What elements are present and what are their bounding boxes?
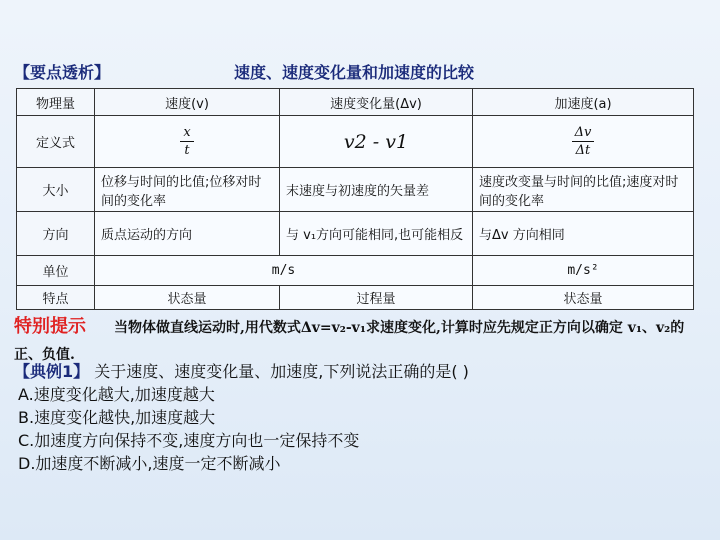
section-tag: 【要点透析】 bbox=[14, 63, 111, 82]
table-row-unit bbox=[17, 256, 694, 286]
cell-velocity-magnitude: 位移与时间的比值;位移对时间的变化率 bbox=[95, 168, 280, 212]
cell-velocity-direction: 质点运动的方向 bbox=[95, 212, 280, 256]
fraction-denominator: Δt bbox=[575, 143, 591, 158]
cell-change-feature: 过程量 bbox=[280, 286, 473, 310]
fraction-numerator: Δv bbox=[572, 124, 595, 142]
cell-velocity-feature: 状态量 bbox=[95, 286, 280, 310]
row-label-feature: 特点 bbox=[17, 286, 95, 310]
cell-change-magnitude: 末速度与初速度的矢量差 bbox=[280, 168, 473, 212]
table-row-feature bbox=[17, 286, 694, 310]
cell-acceleration-direction: 与Δv 方向相同 bbox=[473, 212, 694, 256]
cell-change-formula bbox=[280, 116, 473, 168]
acceleration-fraction bbox=[572, 124, 595, 159]
fraction-denominator: t bbox=[184, 143, 190, 158]
row-label-direction: 方向 bbox=[17, 212, 95, 256]
table-header-row bbox=[17, 89, 694, 116]
header bbox=[14, 58, 714, 86]
example-question bbox=[14, 360, 704, 475]
tip-text: 当物体做直线运动时,用代数式Δv=v₂-v₁求速度变化,计算时应先规定正方向以确定 v₁、v₂的正、负值. bbox=[14, 320, 685, 363]
tip-label: 特别提示 bbox=[14, 316, 86, 337]
cell-acceleration-unit: m/s² bbox=[473, 256, 694, 286]
cell-velocity-unit: m/s bbox=[95, 256, 473, 286]
option-b[interactable]: B.速度变化越快,加速度越大 bbox=[18, 408, 216, 427]
cell-acceleration-feature: 状态量 bbox=[473, 286, 694, 310]
row-label-definition: 定义式 bbox=[17, 116, 95, 168]
row-label-magnitude: 大小 bbox=[17, 168, 95, 212]
option-c[interactable]: C.加速度方向保持不变,速度方向也一定保持不变 bbox=[18, 431, 360, 450]
fraction-numerator: x bbox=[180, 124, 193, 142]
cell-change-direction: 与 v₁方向可能相同,也可能相反 bbox=[280, 212, 473, 256]
header-acceleration: 加速度(a) bbox=[473, 89, 694, 116]
velocity-change-formula: v2 - v1 bbox=[343, 130, 409, 153]
header-velocity-change: 速度变化量(Δv) bbox=[280, 89, 473, 116]
table-row-definition bbox=[17, 116, 694, 168]
header-quantity: 物理量 bbox=[17, 89, 95, 116]
cell-velocity-formula bbox=[95, 116, 280, 168]
option-d[interactable]: D.加速度不断减小,速度一定不断减小 bbox=[18, 454, 281, 473]
table-row-magnitude bbox=[17, 168, 694, 212]
cell-acceleration-magnitude: 速度改变量与时间的比值;速度对时间的变化率 bbox=[473, 168, 694, 212]
row-label-unit: 单位 bbox=[17, 256, 95, 286]
question-line bbox=[14, 360, 704, 383]
page-title: 速度、速度变化量和加速度的比较 bbox=[234, 63, 475, 82]
velocity-fraction bbox=[180, 124, 193, 159]
example-tag: 【典例1】 bbox=[14, 362, 90, 381]
comparison-table bbox=[16, 88, 694, 310]
header-velocity: 速度(v) bbox=[95, 89, 280, 116]
question-text: 关于速度、速度变化量、加速度,下列说法正确的是( ) bbox=[94, 362, 469, 381]
option-a[interactable]: A.速度变化越大,加速度越大 bbox=[18, 385, 215, 404]
cell-acceleration-formula bbox=[473, 116, 694, 168]
table-row-direction bbox=[17, 212, 694, 256]
